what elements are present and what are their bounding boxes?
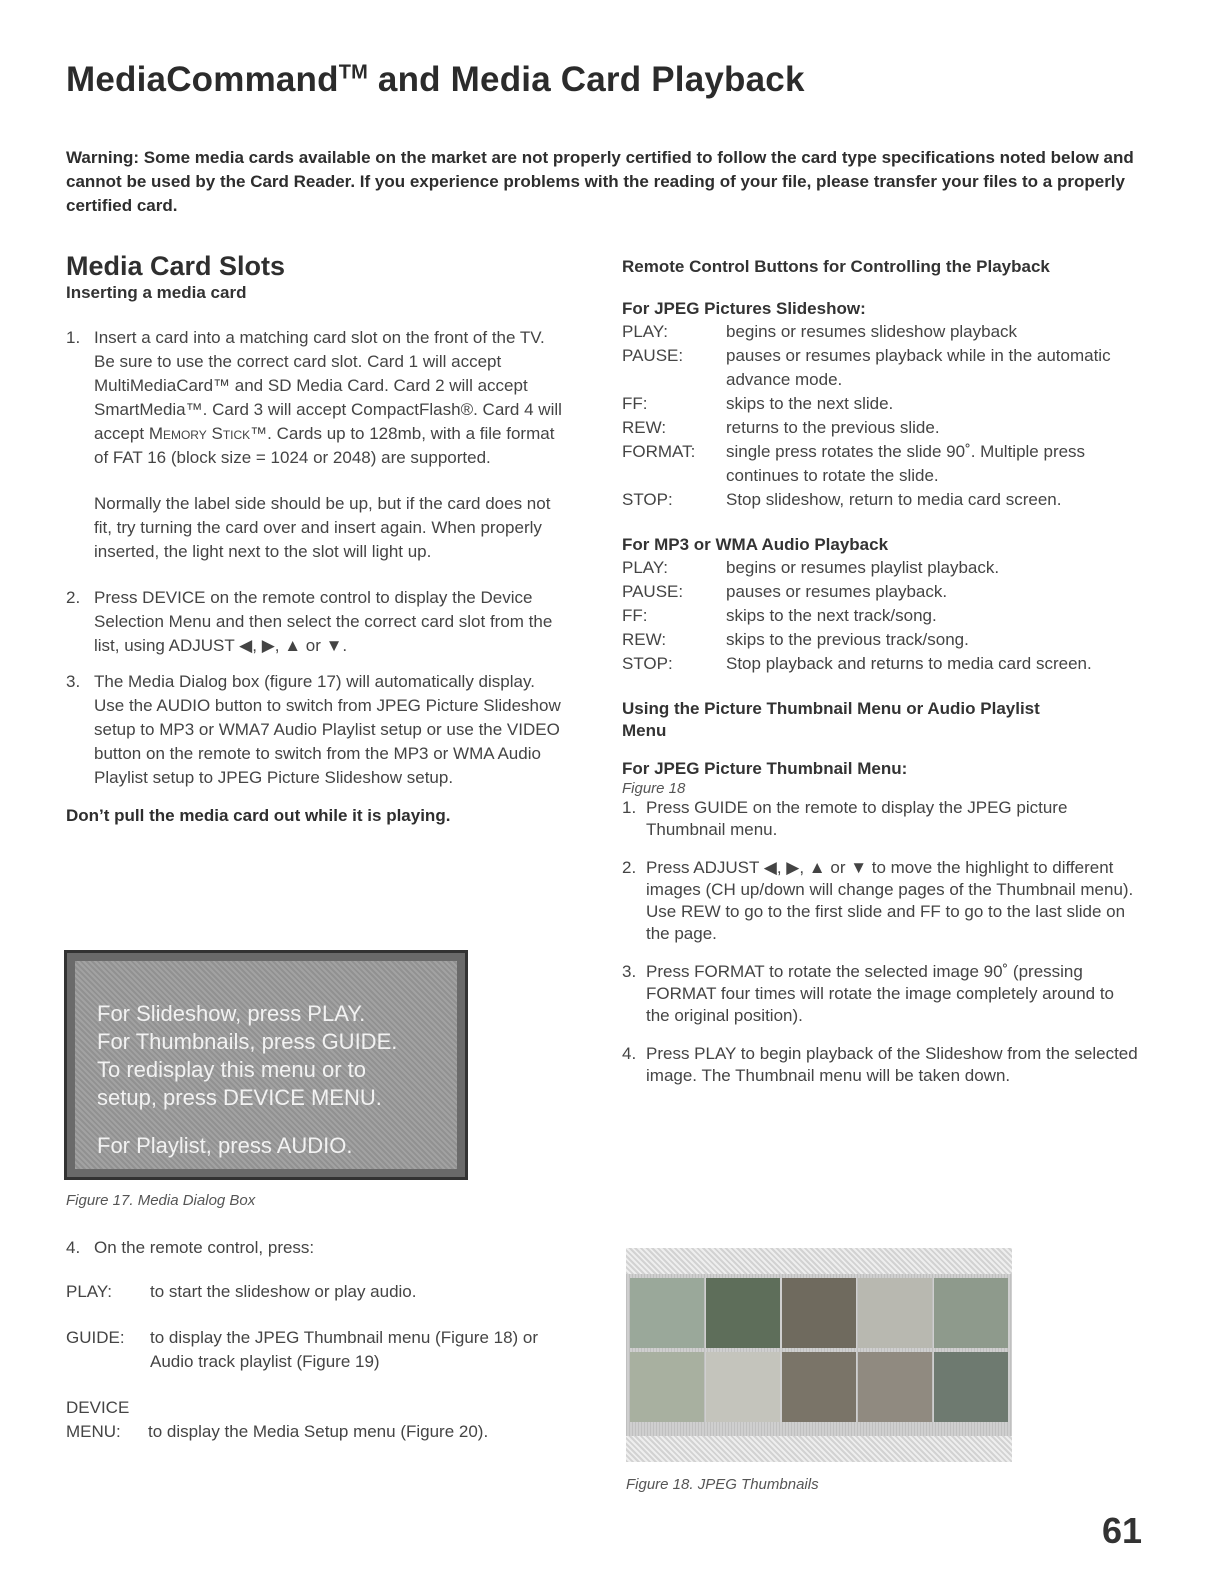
- dialog-line: For Thumbnails, press GUIDE.: [97, 1029, 398, 1054]
- mp3-heading: For MP3 or WMA Audio Playback: [622, 535, 889, 554]
- thumbnail: [934, 1352, 1008, 1422]
- list-item: 3. The Media Dialog box (figure 17) will automatically display. Use the AUDIO button to switch from JPEG Picture Slideshow setup to MP3 or WMA7 Audio Playlist setup or use the VIDEO button on the remote to switch from the MP3 or WMA Audio Playlist setup to JPEG Picture Slideshow setup.: [66, 672, 561, 787]
- list-item: 3. Press FORMAT to rotate the selected image 90˚ (pressing FORMAT four times will rotate the image completely around to the original position).: [622, 962, 1114, 1025]
- key-row: PLAY: to start the slideshow or play audio.: [66, 1282, 417, 1301]
- key-row: PAUSE: pauses or resumes playback while in the automatic advance mode.: [622, 346, 1111, 389]
- key-row: FF: skips to the next track/song.: [622, 606, 937, 625]
- page-title: MediaCommand™ and Media Card Playback: [66, 60, 805, 99]
- key-row: REW: skips to the previous track/song.: [622, 630, 969, 649]
- dialog-line: setup, press DEVICE MENU.: [97, 1085, 382, 1110]
- remote-buttons-heading: Remote Control Buttons for Controlling the Playback: [622, 257, 1050, 276]
- dialog-line: To redisplay this menu or to: [97, 1057, 367, 1082]
- key-row: FF: skips to the next slide.: [622, 394, 894, 413]
- key-row: PAUSE: pauses or resumes playback.: [622, 582, 948, 601]
- thumbnail: [706, 1278, 780, 1348]
- thumbnail-subheading: For JPEG Picture Thumbnail Menu:: [622, 759, 908, 778]
- thumbnail: [630, 1278, 704, 1348]
- key-row: STOP: Stop playback and returns to media card screen.: [622, 654, 1092, 673]
- left-bottom: [66, 1236, 566, 1444]
- thumbnail: [858, 1352, 932, 1422]
- warning-text: Warning: Some media cards available on the market are not properly certified to follow the card type specifications noted below and cannot be used by the Card Reader. If you experience problems with the reading of your file, please transfer your files to a properly certified card.: [66, 148, 1134, 215]
- figure18-reference: Figure 18: [622, 780, 686, 797]
- thumbnail: [782, 1352, 856, 1422]
- thumbnail: [858, 1278, 932, 1348]
- key-row: PLAY: begins or resumes slideshow playback: [622, 322, 1018, 341]
- figure17-caption: Figure 17. Media Dialog Box: [66, 1192, 256, 1209]
- list-item: 2. Press ADJUST ◀, ▶, ▲ or ▼ to move the highlight to different images (CH up/down will change pages of the Thumbnail menu). Use REW to go to the first slide and FF to go to the last slide on the page.: [622, 858, 1134, 943]
- left-column: [66, 250, 566, 826]
- right-column: [622, 256, 1142, 1087]
- key-row: REW: returns to the previous slide.: [622, 418, 940, 437]
- figure18-caption: Figure 18. JPEG Thumbnails: [626, 1476, 819, 1493]
- key-row: GUIDE: to display the JPEG Thumbnail menu (Figure 18) or Audio track playlist (Figure 19): [66, 1328, 539, 1371]
- section-heading: Media Card Slots: [66, 251, 286, 281]
- list-item: 2. Press DEVICE on the remote control to display the Device Selection Menu and then select the correct card slot from the list, using ADJUST ◀, ▶, ▲ or ▼.: [66, 588, 553, 655]
- key-row: STOP: Stop slideshow, return to media card screen.: [622, 490, 1062, 509]
- jpeg-heading: For JPEG Pictures Slideshow:: [622, 299, 866, 318]
- key-row: FORMAT: single press rotates the slide 90˚. Multiple press continues to rotate the slide.: [622, 442, 1086, 485]
- jpeg-thumbnails-figure: [626, 1248, 1012, 1462]
- paragraph: Normally the label side should be up, but if the card does not fit, try turning the card over and insert again. When properly inserted, the light next to the slot will light up.: [94, 494, 551, 561]
- dialog-line: For Playlist, press AUDIO.: [97, 1133, 353, 1158]
- thumbnail: [782, 1278, 856, 1348]
- section-subheading: Inserting a media card: [66, 283, 247, 302]
- thumbnail: [934, 1278, 1008, 1348]
- key-row: DEVICE MENU: to display the Media Setup menu (Figure 20).: [66, 1398, 489, 1441]
- list-item: 1. Insert a card into a matching card slot on the front of the TV. Be sure to use the correct card slot. Card 1 will accept MultiMediaCard™ and SD Media Card. Card 2 will accept SmartMedia™. Card 3 will accept CompactFlash®. Card 4 will accept Memory Stick™. Cards up to 128mb, with a file format of FAT 16 (block size = 1024 or 2048) are supported.: [66, 328, 562, 467]
- page-number: 61: [1101, 1510, 1142, 1551]
- list-item: 1. Press GUIDE on the remote to display the JPEG picture Thumbnail menu.: [622, 798, 1068, 839]
- list-item: 4. Press PLAY to begin playback of the Slideshow from the selected image. The Thumbnail menu will be taken down.: [622, 1044, 1138, 1085]
- thumbnail-heading: Using the Picture Thumbnail Menu or Audio Playlist Menu: [622, 699, 1040, 740]
- media-dialog-figure: [64, 950, 468, 1180]
- dialog-line: For Slideshow, press PLAY.: [97, 1001, 366, 1026]
- thumbnail: [706, 1352, 780, 1422]
- list-item: 4. On the remote control, press:: [66, 1238, 315, 1257]
- key-row: PLAY: begins or resumes playlist playback.: [622, 558, 1000, 577]
- playing-note: Don’t pull the media card out while it is playing.: [66, 806, 451, 825]
- thumbnail: [630, 1352, 704, 1422]
